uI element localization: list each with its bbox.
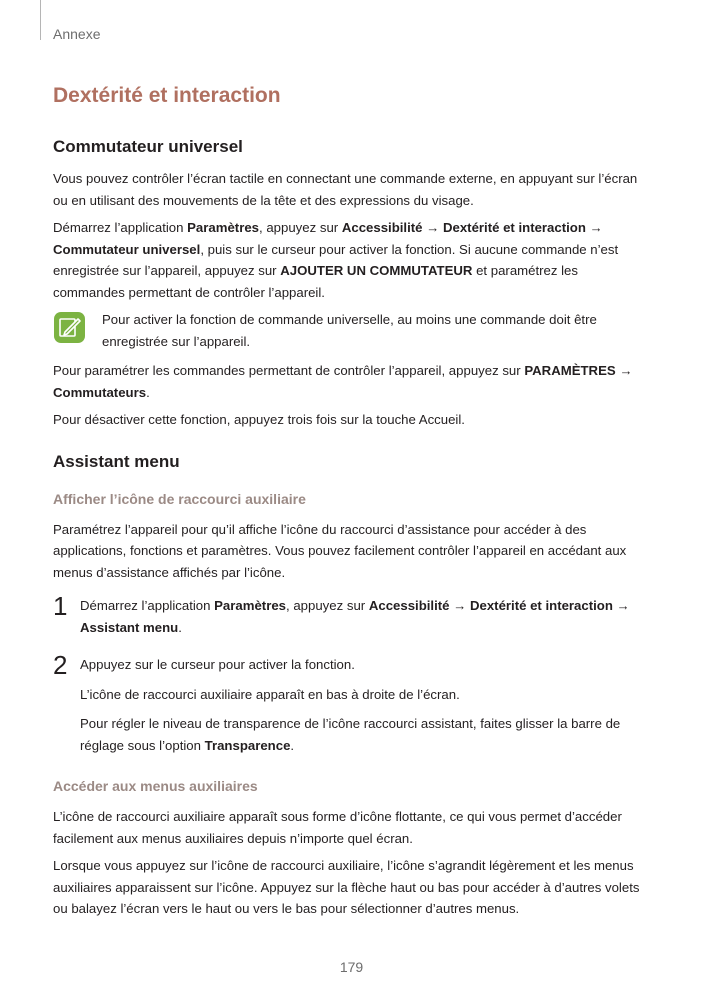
header-rule <box>40 0 41 40</box>
step-text: Démarrez l’application Paramètres, appuyez sur Accessibilité → Dextérité et interaction → Assistant menu. <box>80 598 630 635</box>
paragraph: Vous pouvez contrôler l’écran tactile en connectant une commande externe, en appuyant sur l’écran ou en utilisant des mouvements de la tête et des expressions du visage. <box>53 171 638 208</box>
paragraph: Pour paramétrer les commandes permettant de contrôler l’appareil, appuyez sur PARAMÈTRES → Commutateurs. <box>53 363 633 400</box>
page-title: Dextérité et interaction <box>53 84 281 107</box>
page-content <box>53 82 653 926</box>
step-number: 2 <box>53 650 68 680</box>
note-box <box>53 309 653 352</box>
subsection-title-show-shortcut: Afficher l’icône de raccourci auxiliaire <box>53 490 306 507</box>
step-text: L’icône de raccourci auxiliaire apparaît en bas à droite de l’écran. <box>80 686 460 702</box>
section-title-assistant-menu: Assistant menu <box>53 451 180 471</box>
paragraph: L’icône de raccourci auxiliaire apparaît sous forme d’icône flottante, ce qui vous permet d’accéder facilement aux menus auxiliaires depuis n’importe quel écran. <box>53 809 622 846</box>
subsection-title-access-menus: Accéder aux menus auxiliaires <box>53 778 258 794</box>
paragraph: Pour désactiver cette fonction, appuyez trois fois sur la touche Accueil. <box>53 412 465 427</box>
step-1 <box>53 591 653 646</box>
step-2 <box>53 650 653 764</box>
step-text: Appuyez sur le curseur pour activer la fonction. <box>80 657 355 672</box>
note-pencil-icon <box>53 311 86 344</box>
page-number: 179 <box>339 959 364 975</box>
note-text: Pour activer la fonction de commande universelle, au moins une commande doit être enregistrée sur l’appareil. <box>102 312 597 349</box>
paragraph: Lorsque vous appuyez sur l’icône de raccourci auxiliaire, l’icône s’agrandit légèrement et les menus auxiliaires apparaissent sur l’icône. Appuyez sur la flèche haut ou bas pour accéder à d’autres volets ou balayez l’écran vers le haut ou vers le bas pour sélectionner d’autres menus. <box>53 858 640 916</box>
step-text: Pour régler le niveau de transparence de l’icône raccourci assistant, faites glisser la barre de réglage sous l’option Transparence. <box>80 716 621 753</box>
section-title-universal-switch: Commutateur universel <box>53 137 243 156</box>
step-number: 1 <box>53 591 68 621</box>
paragraph: Démarrez l’application Paramètres, appuyez sur Accessibilité → Dextérité et interaction → Commutateur universel, puis sur le curseur pour activer la fonction. Si aucune commande n’est enregistrée sur l’appareil, appuyez sur AJOUTER UN COMMUTATEUR et paramétrez les commandes permettant de contrôler l’appareil. <box>53 220 619 300</box>
paragraph: Paramétrez l’appareil pour qu’il affiche l’icône du raccourci d’assistance pour accéder à des applications, fonctions et paramètres. Vous pouvez facilement contrôler l’appareil en accédant aux menus d’assistance affichés par l’icône. <box>53 521 627 580</box>
header-label: Annexe <box>53 26 101 42</box>
